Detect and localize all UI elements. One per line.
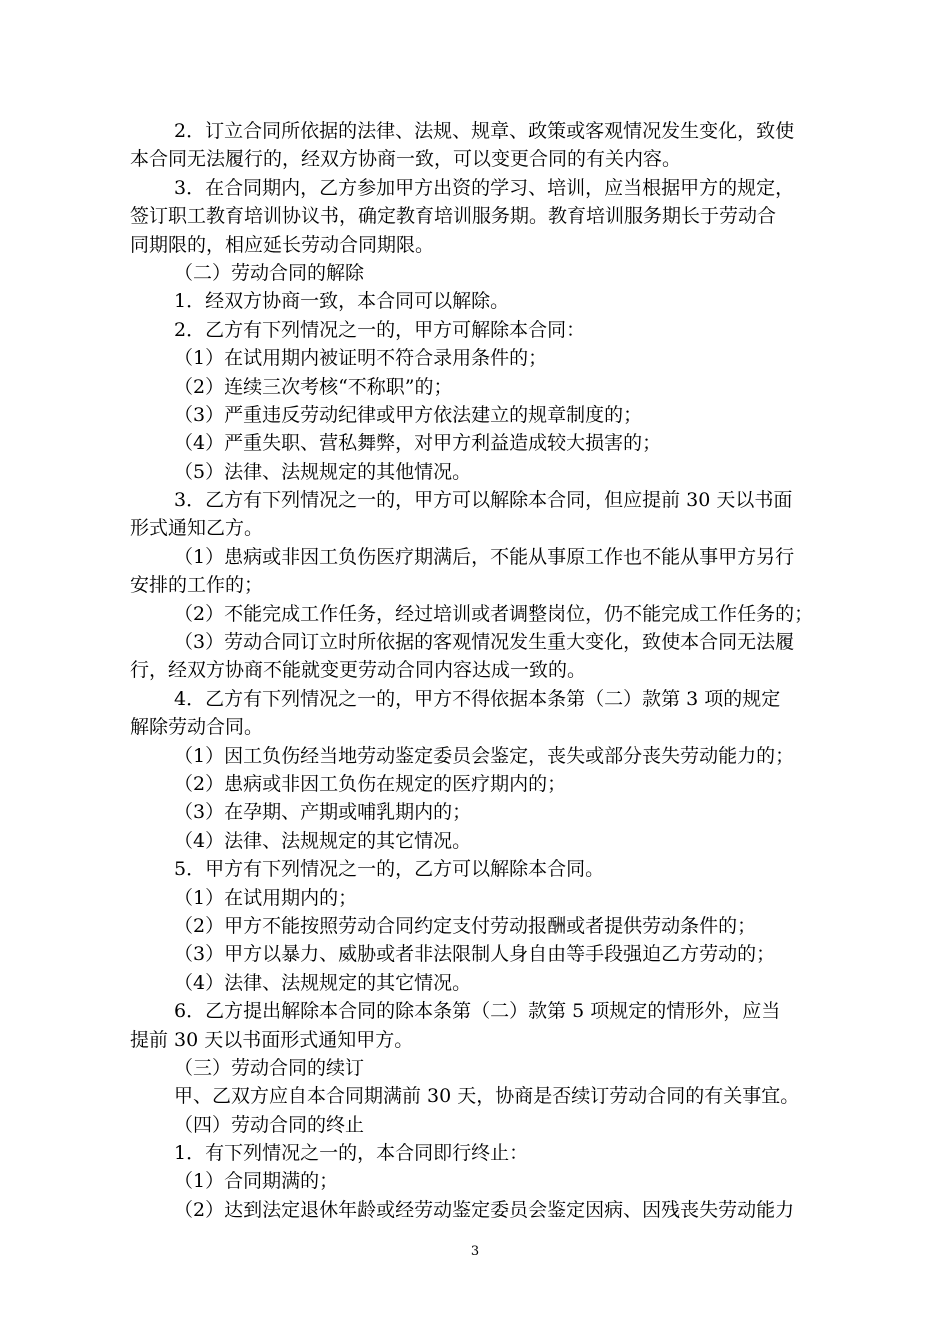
text-line: （5）法律、法规规定的其他情况。 (174, 460, 472, 483)
text-line: 提前 30 天以书面形式通知甲方。 (130, 1028, 414, 1051)
text-line: （2）不能完成工作任务，经过培训或者调整岗位，仍不能完成工作任务的； (174, 602, 814, 625)
page-number: 3 (470, 1244, 480, 1259)
text-line: （4）法律、法规规定的其它情况。 (174, 971, 472, 994)
text-line: （4）严重失职、营私舞弊，对甲方利益造成较大损害的； (174, 432, 662, 455)
text-line: （三）劳动合同的续订 (174, 1056, 365, 1079)
text-line: （3）在孕期、产期或哺乳期内的； (174, 801, 472, 824)
text-line: （1）合同期满的； (174, 1170, 339, 1193)
text-line: 3．在合同期内，乙方参加甲方出资的学习、培训，应当根据甲方的规定， (174, 176, 795, 199)
text-line: 签订职工教育培训协议书，确定教育培训服务期。教育培训服务期长于劳动合 (130, 205, 777, 228)
text-line: 同期限的，相应延长劳动合同期限。 (130, 233, 435, 256)
text-line: （2）连续三次考核“不称职”的； (174, 375, 453, 398)
text-line: （4）法律、法规规定的其它情况。 (174, 829, 472, 852)
text-line: （2）达到法定退休年龄或经劳动鉴定委员会鉴定因病、因残丧失劳动能力 (174, 1198, 795, 1221)
text-line: 甲、乙双方应自本合同期满前 30 天，协商是否续订劳动合同的有关事宜。 (174, 1085, 800, 1108)
text-line: （二）劳动合同的解除 (174, 261, 365, 284)
text-line: 5．甲方有下列情况之一的，乙方可以解除本合同。 (174, 858, 605, 881)
text-line: 本合同无法履行的，经双方协商一致，可以变更合同的有关内容。 (130, 148, 682, 171)
text-line: （1）在试用期内被证明不符合录用条件的； (174, 347, 548, 370)
text-line: 4．乙方有下列情况之一的，甲方不得依据本条第（二）款第 3 项的规定 (174, 687, 781, 710)
text-line: 6．乙方提出解除本合同的除本条第（二）款第 5 项规定的情形外，应当 (174, 1000, 781, 1023)
text-line: （1）患病或非因工负伤医疗期满后，不能从事原工作也不能从事甲方另行 (174, 545, 795, 568)
text-line: （四）劳动合同的终止 (174, 1113, 365, 1136)
text-line: 1．有下列情况之一的，本合同即行终止： (174, 1142, 529, 1165)
text-line: （1）在试用期内的； (174, 886, 358, 909)
text-line: （1）因工负伤经当地劳动鉴定委员会鉴定，丧失或部分丧失劳动能力的； (174, 744, 795, 767)
text-line: 3．乙方有下列情况之一的，甲方可以解除本合同，但应提前 30 天以书面 (174, 489, 793, 512)
text-line: 行，经双方协商不能就变更劳动合同内容达成一致的。 (130, 659, 587, 682)
text-line: 2．订立合同所依据的法律、法规、规章、政策或客观情况发生变化，致使 (174, 120, 795, 142)
text-line: 形式通知乙方。 (130, 517, 264, 540)
text-line: （3）严重违反劳动纪律或甲方依法建立的规章制度的； (174, 403, 643, 426)
text-line: （2）患病或非因工负伤在规定的医疗期内的； (174, 772, 567, 795)
text-line: 1．经双方协商一致，本合同可以解除。 (174, 290, 510, 313)
text-line: （3）甲方以暴力、威胁或者非法限制人身自由等手段强迫乙方劳动的； (174, 943, 776, 966)
text-line: （2）甲方不能按照劳动合同约定支付劳动报酬或者提供劳动条件的； (174, 914, 757, 937)
document-body (130, 117, 875, 1224)
text-line: 解除劳动合同。 (130, 716, 264, 739)
text-line: 安排的工作的； (130, 574, 264, 597)
text-line: （3）劳动合同订立时所依据的客观情况发生重大变化，致使本合同无法履 (174, 631, 795, 654)
text-line: 2．乙方有下列情况之一的，甲方可解除本合同： (174, 318, 586, 341)
